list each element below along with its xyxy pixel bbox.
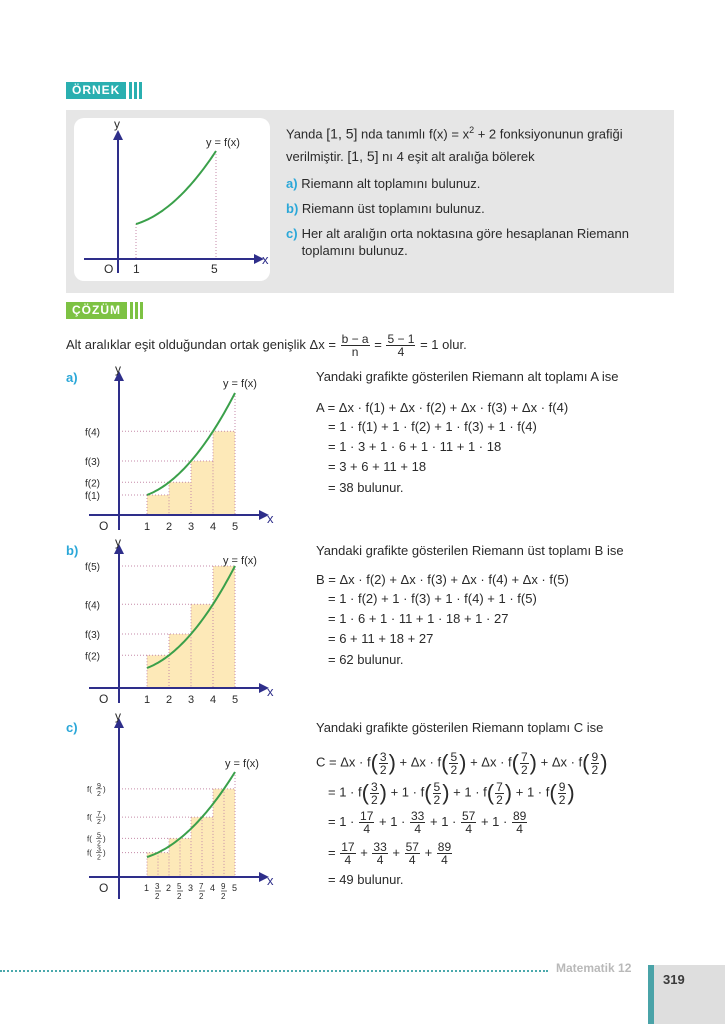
delta-x-lhs: Δx =	[309, 336, 336, 352]
paren-close: )	[388, 750, 396, 775]
x-tick-label: 5	[232, 521, 239, 530]
question-line-2	[286, 146, 671, 167]
numerator: 33	[411, 809, 425, 823]
riemann-rectangle	[191, 604, 213, 688]
x-tick-label: 4	[210, 521, 217, 530]
riemann-rectangle	[213, 431, 235, 515]
intro-text: Alt aralıklar eşit olduğundan ortak genişlik	[66, 336, 306, 352]
y-axis-label: y	[115, 365, 121, 376]
coefficient: 1 ·	[492, 813, 511, 829]
y-tick-label: f(4)	[85, 427, 100, 439]
equation-lhs: =	[328, 784, 340, 800]
fraction-5-minus-1-over-4	[386, 333, 415, 358]
x-tick-half-denominator: 2	[155, 892, 160, 901]
fraction	[437, 841, 452, 866]
y-tick-label: f(2)	[85, 651, 100, 663]
cozum-tag	[66, 302, 143, 319]
term-prefix: Δx · f	[410, 754, 442, 770]
part-c-line-2	[328, 780, 575, 806]
y-tick-numerator: 7	[97, 811, 101, 819]
numerator: 57	[461, 809, 476, 823]
question-item-b	[286, 200, 671, 217]
plus-sign: +	[477, 813, 493, 829]
denominator: 2	[520, 762, 528, 777]
x-axis-label: x	[267, 684, 274, 699]
x-tick-half-denominator: 2	[177, 892, 182, 901]
x-tick-label: 3	[188, 883, 194, 893]
numerator: 17	[341, 840, 355, 854]
x-tick-half-numerator: 5	[177, 882, 182, 891]
denominator: 4	[414, 822, 422, 836]
interval: [1, 5]	[347, 148, 379, 165]
y-tick-prefix: f(	[87, 834, 92, 844]
text: Yanda	[286, 126, 323, 142]
fraction	[449, 751, 458, 776]
term-prefix: 1 · f	[401, 784, 425, 800]
y-tick-paren: )	[103, 834, 106, 844]
origin-label: O	[99, 519, 109, 530]
numerator: 5	[433, 779, 441, 794]
part-c-line-1	[316, 750, 608, 776]
y-tick-paren: )	[103, 813, 106, 823]
denominator: 4	[397, 345, 405, 359]
numerator: 5 − 1	[387, 332, 415, 346]
x-tick-label: 2	[166, 521, 173, 530]
y-tick-prefix: f(	[87, 813, 92, 823]
paren-open: (	[361, 780, 369, 805]
paren-open: (	[486, 780, 495, 805]
denominator: 4	[376, 853, 384, 867]
y-tick-label: f(3)	[85, 457, 100, 468]
fraction	[591, 751, 600, 776]
example-graph	[74, 118, 270, 281]
fraction	[495, 781, 504, 806]
y-tick-label: f(1)	[85, 491, 100, 502]
example-box	[66, 110, 674, 293]
numerator: 7	[520, 749, 528, 764]
page-number: 319	[663, 972, 685, 987]
plus-sign: +	[386, 784, 402, 800]
y-tick-label: f(3)	[85, 630, 100, 641]
numerator: 89	[512, 809, 527, 823]
fraction	[405, 841, 420, 866]
x-tick-label: 1	[144, 883, 150, 893]
x-tick-half-denominator: 2	[199, 892, 204, 901]
term-prefix: 1 · f	[526, 784, 550, 800]
riemann-rectangle	[169, 482, 191, 515]
x-tick-label: 4	[210, 694, 217, 703]
question-line-1	[286, 120, 671, 144]
y-axis-label: y	[115, 538, 121, 549]
term-prefix: Δx · f	[340, 754, 371, 770]
x-tick-label: 1	[144, 694, 151, 703]
fraction	[340, 841, 355, 866]
riemann-rectangle	[147, 655, 169, 688]
curve-label: y = f(x)	[223, 555, 257, 567]
numerator: 17	[360, 809, 374, 823]
item-text: Riemann alt toplamını bulunuz.	[301, 176, 481, 192]
denominator: 2	[591, 762, 599, 777]
origin-label: O	[104, 262, 114, 276]
numerator: 9	[558, 779, 566, 794]
x-tick-label: 5	[232, 883, 238, 893]
paren-open: (	[582, 750, 590, 775]
paren-open: (	[424, 780, 432, 805]
fraction	[461, 810, 476, 835]
tag-bars-decoration	[126, 82, 142, 99]
curve-label: y = f(x)	[225, 758, 259, 770]
part-b-line-1: B = Δx · f(2) + Δx · f(3) + Δx · f(4) + Δx · f(5)	[316, 572, 569, 587]
curve-label: y = f(x)	[206, 137, 240, 149]
numerator: 7	[496, 779, 503, 794]
plus-sign: +	[420, 844, 436, 860]
paren-close: )	[459, 750, 467, 775]
x-tick-5: 5	[211, 262, 218, 276]
question-item-a	[286, 175, 671, 192]
y-tick-denominator: 2	[97, 790, 101, 798]
equation-lhs: =	[328, 844, 340, 860]
y-tick-paren: )	[103, 784, 106, 794]
part-a-line-4: = 3 + 6 + 11 + 18	[328, 459, 427, 474]
text: nda tanımlı	[361, 126, 426, 142]
item-letter: a)	[286, 176, 298, 192]
part-a-heading: Yandaki grafikte gösterilen Riemann alt toplamı A ise	[316, 369, 619, 384]
part-b-line-5: = 62 bulunur.	[328, 652, 404, 667]
denominator: 2	[379, 762, 387, 777]
part-c-line-4	[328, 841, 453, 866]
numerator: 5	[450, 749, 458, 764]
part-a-line-3: = 1 · 3 + 1 · 6 + 1 · 11 + 1 · 18	[328, 439, 502, 454]
example-graph-card	[74, 118, 270, 281]
denominator: n	[351, 345, 359, 359]
plus-sign: +	[536, 754, 552, 770]
x-tick-label: 2	[166, 694, 173, 703]
part-a-line-5: = 38 bulunur.	[328, 480, 404, 495]
plus-sign: +	[426, 813, 442, 829]
y-tick-label: f(5)	[85, 562, 100, 573]
y-axis-arrow-icon	[113, 130, 123, 140]
coefficient: 1 ·	[390, 813, 409, 829]
graph-part-c	[85, 712, 285, 912]
part-c-line-5: = 49 bulunur.	[328, 872, 404, 887]
y-tick-denominator: 2	[97, 854, 101, 862]
x-tick-label: 3	[188, 521, 195, 530]
part-b-line-4: = 6 + 11 + 18 + 27	[328, 631, 434, 646]
coefficient: 1 ·	[339, 813, 359, 829]
term-prefix: 1 · f	[464, 784, 487, 800]
denominator: 2	[433, 792, 441, 807]
item-text: Her alt aralığın orta noktasına göre hesaplanan Riemann toplamını bulunuz.	[301, 226, 629, 259]
y-axis-label: y	[114, 118, 120, 131]
x-tick-label: 1	[144, 521, 151, 530]
x-tick-label: 5	[232, 694, 239, 703]
paren-open: (	[549, 780, 557, 805]
part-b-heading: Yandaki grafikte gösterilen Riemann üst toplamı B ise	[316, 543, 624, 558]
solution-intro: Alt aralıklar eşit olduğundan ortak genişlik Δx = $\frac{b - a}{n}$ = $\frac{5 - 1}{4}$ = 1 olur.	[66, 332, 467, 359]
x-tick-label: 4	[210, 883, 216, 893]
plus-sign: +	[512, 784, 527, 800]
term-prefix: Δx · f	[551, 754, 583, 770]
x-tick-half-denominator: 2	[221, 892, 226, 901]
origin-label: O	[99, 692, 109, 703]
numerator: 9	[591, 749, 599, 764]
function-curve	[136, 151, 216, 224]
plus-sign: +	[388, 844, 404, 860]
plus-sign: +	[375, 813, 391, 829]
y-tick-denominator: 2	[97, 840, 101, 848]
riemann-rectangle	[213, 789, 235, 877]
y-tick-numerator: 9	[97, 782, 101, 790]
plus-sign: +	[395, 754, 411, 770]
question-item-c	[286, 225, 671, 259]
denominator: 2	[496, 792, 503, 807]
fraction	[372, 841, 387, 866]
y-tick-paren: )	[103, 848, 106, 858]
fraction	[512, 810, 527, 835]
riemann-rectangle	[169, 634, 191, 688]
y-tick-numerator: 3	[97, 846, 101, 854]
text: nı 4 eşit alt aralığa bölerek	[382, 149, 535, 165]
term-prefix: 1 · f	[339, 784, 362, 800]
denominator: 4	[363, 822, 371, 836]
fraction	[410, 810, 425, 835]
interval: [1, 5]	[326, 125, 358, 142]
plus-sign: +	[466, 754, 482, 770]
ornek-label: ÖRNEK	[66, 82, 126, 99]
item-letter: c)	[286, 226, 298, 242]
part-b-letter: b)	[66, 543, 79, 558]
paren-open: (	[370, 750, 378, 775]
x-tick-label: 2	[166, 883, 172, 893]
ornek-tag	[66, 82, 142, 99]
x-tick-half-numerator: 7	[199, 882, 204, 891]
equation-lhs: =	[328, 813, 340, 829]
denominator: 2	[450, 762, 458, 777]
part-c-line-3	[328, 810, 528, 835]
text: verilmiştir.	[286, 149, 344, 165]
fraction	[558, 781, 567, 806]
x-tick-1: 1	[133, 262, 140, 276]
part-a-line-1: A = Δx · f(1) + Δx · f(2) + Δx · f(3) + Δx · f(4)	[316, 400, 569, 415]
paren-open: (	[441, 750, 449, 775]
cozum-label: ÇÖZÜM	[66, 302, 127, 319]
paren-close: )	[529, 750, 537, 775]
part-c-letter: c)	[66, 720, 78, 735]
question-text	[286, 120, 671, 259]
y-tick-label: f(2)	[85, 478, 100, 490]
denominator: 2	[370, 792, 378, 807]
item-text: Riemann üst toplamını bulunuz.	[301, 201, 485, 217]
paren-close: )	[379, 780, 387, 805]
equation-lhs: C =	[316, 754, 341, 770]
fraction	[370, 781, 379, 806]
part-b-line-2: = 1 · f(2) + 1 · f(3) + 1 · f(4) + 1 · f(5)	[328, 591, 537, 606]
exponent: 2	[469, 125, 475, 135]
x-tick-half-numerator: 9	[221, 882, 226, 891]
numerator: 3	[379, 749, 387, 764]
plus-sign: +	[449, 784, 465, 800]
numerator: 89	[437, 840, 452, 854]
part-b-line-3: = 1 · 6 + 1 · 11 + 1 · 18 + 1 · 27	[328, 611, 509, 626]
graph-part-a	[85, 365, 285, 530]
fraction-b-minus-a-over-n	[341, 333, 370, 358]
tag-bars-decoration	[127, 302, 143, 319]
paren-close: )	[600, 750, 608, 775]
curve-label: y = f(x)	[223, 378, 257, 390]
plus-sign: +	[356, 844, 372, 860]
y-tick-denominator: 2	[97, 819, 101, 827]
y-tick-numerator: 5	[97, 832, 101, 840]
denominator: 4	[344, 853, 352, 867]
item-letter: b)	[286, 201, 299, 217]
x-axis-label: x	[267, 511, 274, 526]
denominator: 4	[441, 853, 448, 867]
riemann-rectangle	[191, 461, 213, 515]
fraction	[520, 751, 529, 776]
x-tick-label: 3	[188, 694, 195, 703]
y-tick-prefix: f(	[87, 784, 92, 794]
footer-book-title: Matematik 12	[556, 961, 632, 975]
term-prefix: Δx · f	[481, 754, 512, 770]
x-tick-half-numerator: 3	[155, 882, 160, 891]
denominator: 4	[516, 822, 523, 836]
function-constant: + 2	[477, 126, 497, 142]
paren-close: )	[567, 780, 575, 805]
fraction	[433, 781, 442, 806]
y-tick-label: f(4)	[85, 600, 100, 612]
y-tick-prefix: f(	[87, 848, 92, 858]
footer-dotted-rule	[0, 970, 548, 972]
function-expression: f(x) = x	[428, 126, 470, 142]
fraction	[359, 810, 374, 835]
part-a-letter: a)	[66, 370, 78, 385]
graph-part-b	[85, 538, 285, 703]
numerator: 33	[373, 840, 387, 854]
y-axis-label: y	[115, 712, 121, 723]
denominator: 4	[465, 822, 472, 836]
origin-label: O	[99, 881, 109, 895]
riemann-rectangle	[147, 495, 169, 515]
fraction	[379, 751, 388, 776]
x-axis-label: x	[262, 252, 269, 267]
intro-result: = 1 olur.	[420, 336, 467, 352]
part-a-line-2: = 1 · f(1) + 1 · f(2) + 1 · f(3) + 1 · f(4)	[328, 419, 537, 434]
paren-open: (	[511, 750, 519, 775]
numerator: b − a	[341, 332, 369, 346]
denominator: 2	[558, 792, 566, 807]
part-c-heading: Yandaki grafikte gösterilen Riemann toplamı C ise	[316, 720, 604, 735]
paren-close: )	[442, 780, 450, 805]
numerator: 57	[405, 840, 419, 854]
denominator: 4	[408, 853, 416, 867]
text: fonksiyonunun grafiği	[499, 126, 623, 142]
paren-close: )	[504, 780, 513, 805]
numerator: 3	[370, 779, 378, 794]
x-axis-label: x	[267, 873, 274, 888]
coefficient: 1 ·	[441, 813, 460, 829]
